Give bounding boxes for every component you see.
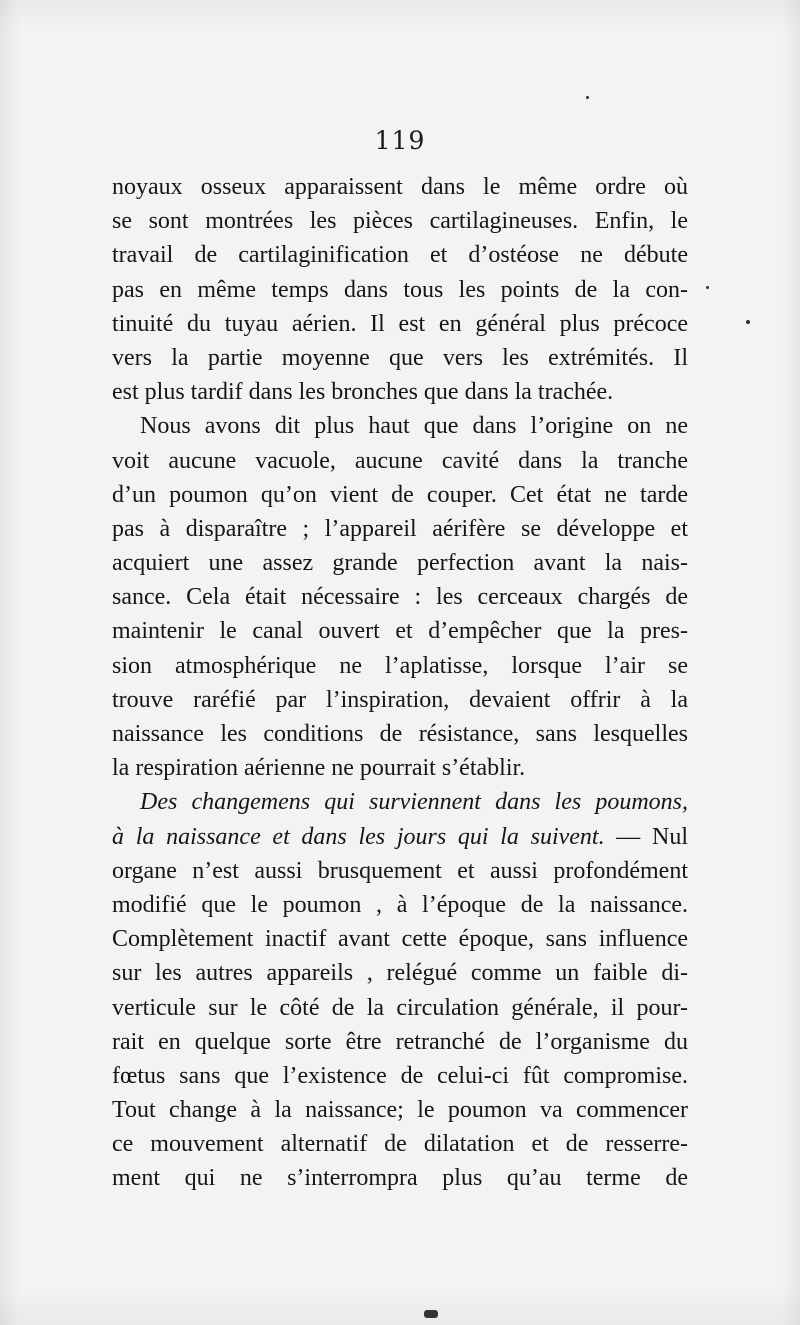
section-heading-line: Des changemens qui surviennent dans les poumons, (140, 789, 688, 816)
text-line: se sont montrées les pièces cartilagineuses. Enfin, le (112, 208, 688, 235)
text-line: sion atmosphérique ne l’aplatisse, lorsque l’air se (112, 652, 688, 679)
text-line: organe n’est aussi brusquement et aussi profondément (112, 857, 688, 884)
text-line: est plus tardif dans les bronches que dans la trachée. (112, 379, 614, 406)
section-heading-italic: à la naissance et dans les jours qui la suivent. (112, 823, 605, 850)
text-line: acquiert une assez grande perfection avant la nais- (112, 550, 688, 577)
text-line: d’un poumon qu’on vient de couper. Cet état ne tarde (112, 481, 688, 508)
ink-speck (706, 286, 709, 289)
text-line: travail de cartilaginification et d’ostéose ne débute (112, 242, 688, 269)
text-line: pas en même temps dans tous les points de la con- (112, 276, 688, 303)
text-line: ment qui ne s’interrompra plus qu’au terme de (112, 1165, 688, 1192)
text-line: la respiration aérienne ne pourrait s’établir. (112, 755, 526, 782)
paragraph-start-line: Nous avons dit plus haut que dans l’origine on ne (140, 413, 688, 440)
page-number: 119 (374, 126, 426, 155)
text-line: naissance les conditions de résistance, sans lesquelles (112, 721, 688, 747)
text-line: tinuité du tuyau aérien. Il est en général plus précoce (112, 310, 688, 337)
text-line: sance. Cela était nécessaire : les cerceaux chargés de (112, 584, 688, 611)
text-line: rait en quelque sorte être retranché de l’organisme du (112, 1028, 688, 1055)
text-line: vers la partie moyenne que vers les extrémités. Il (112, 344, 688, 371)
text-line: ce mouvement alternatif de dilatation et de resserre- (112, 1131, 688, 1158)
body-text (112, 170, 688, 1196)
ink-speck (746, 320, 750, 324)
text-line: verticule sur le côté de la circulation générale, il pour- (112, 994, 688, 1021)
text-line: Tout change à la naissance; le poumon va commencer (112, 1097, 688, 1124)
text-line: voit aucune vacuole, aucune cavité dans la tranche (112, 447, 688, 474)
text-line: trouve raréfié par l’inspiration, devaient offrir à la (112, 686, 688, 713)
section-heading-line-2 (112, 820, 688, 854)
text-line: Complètement inactif avant cette époque, sans influence (112, 926, 688, 953)
ink-speck (586, 96, 589, 99)
text-line: modifié que le poumon , à l’époque de la naissance. (112, 891, 688, 918)
text-line: pas à disparaître ; l’appareil aérifère se développe et (112, 515, 688, 542)
ink-speck (424, 1310, 438, 1318)
text-line: maintenir le canal ouvert et d’empêcher que la pres- (112, 618, 688, 645)
section-heading-roman: — Nul (604, 823, 689, 850)
text-line: sur les autres appareils , relégué comme un faible di- (112, 960, 688, 987)
text-line: fœtus sans que l’existence de celui-ci fût compromise. (112, 1062, 688, 1089)
text-line: noyaux osseux apparaissent dans le même ordre où (112, 174, 688, 200)
